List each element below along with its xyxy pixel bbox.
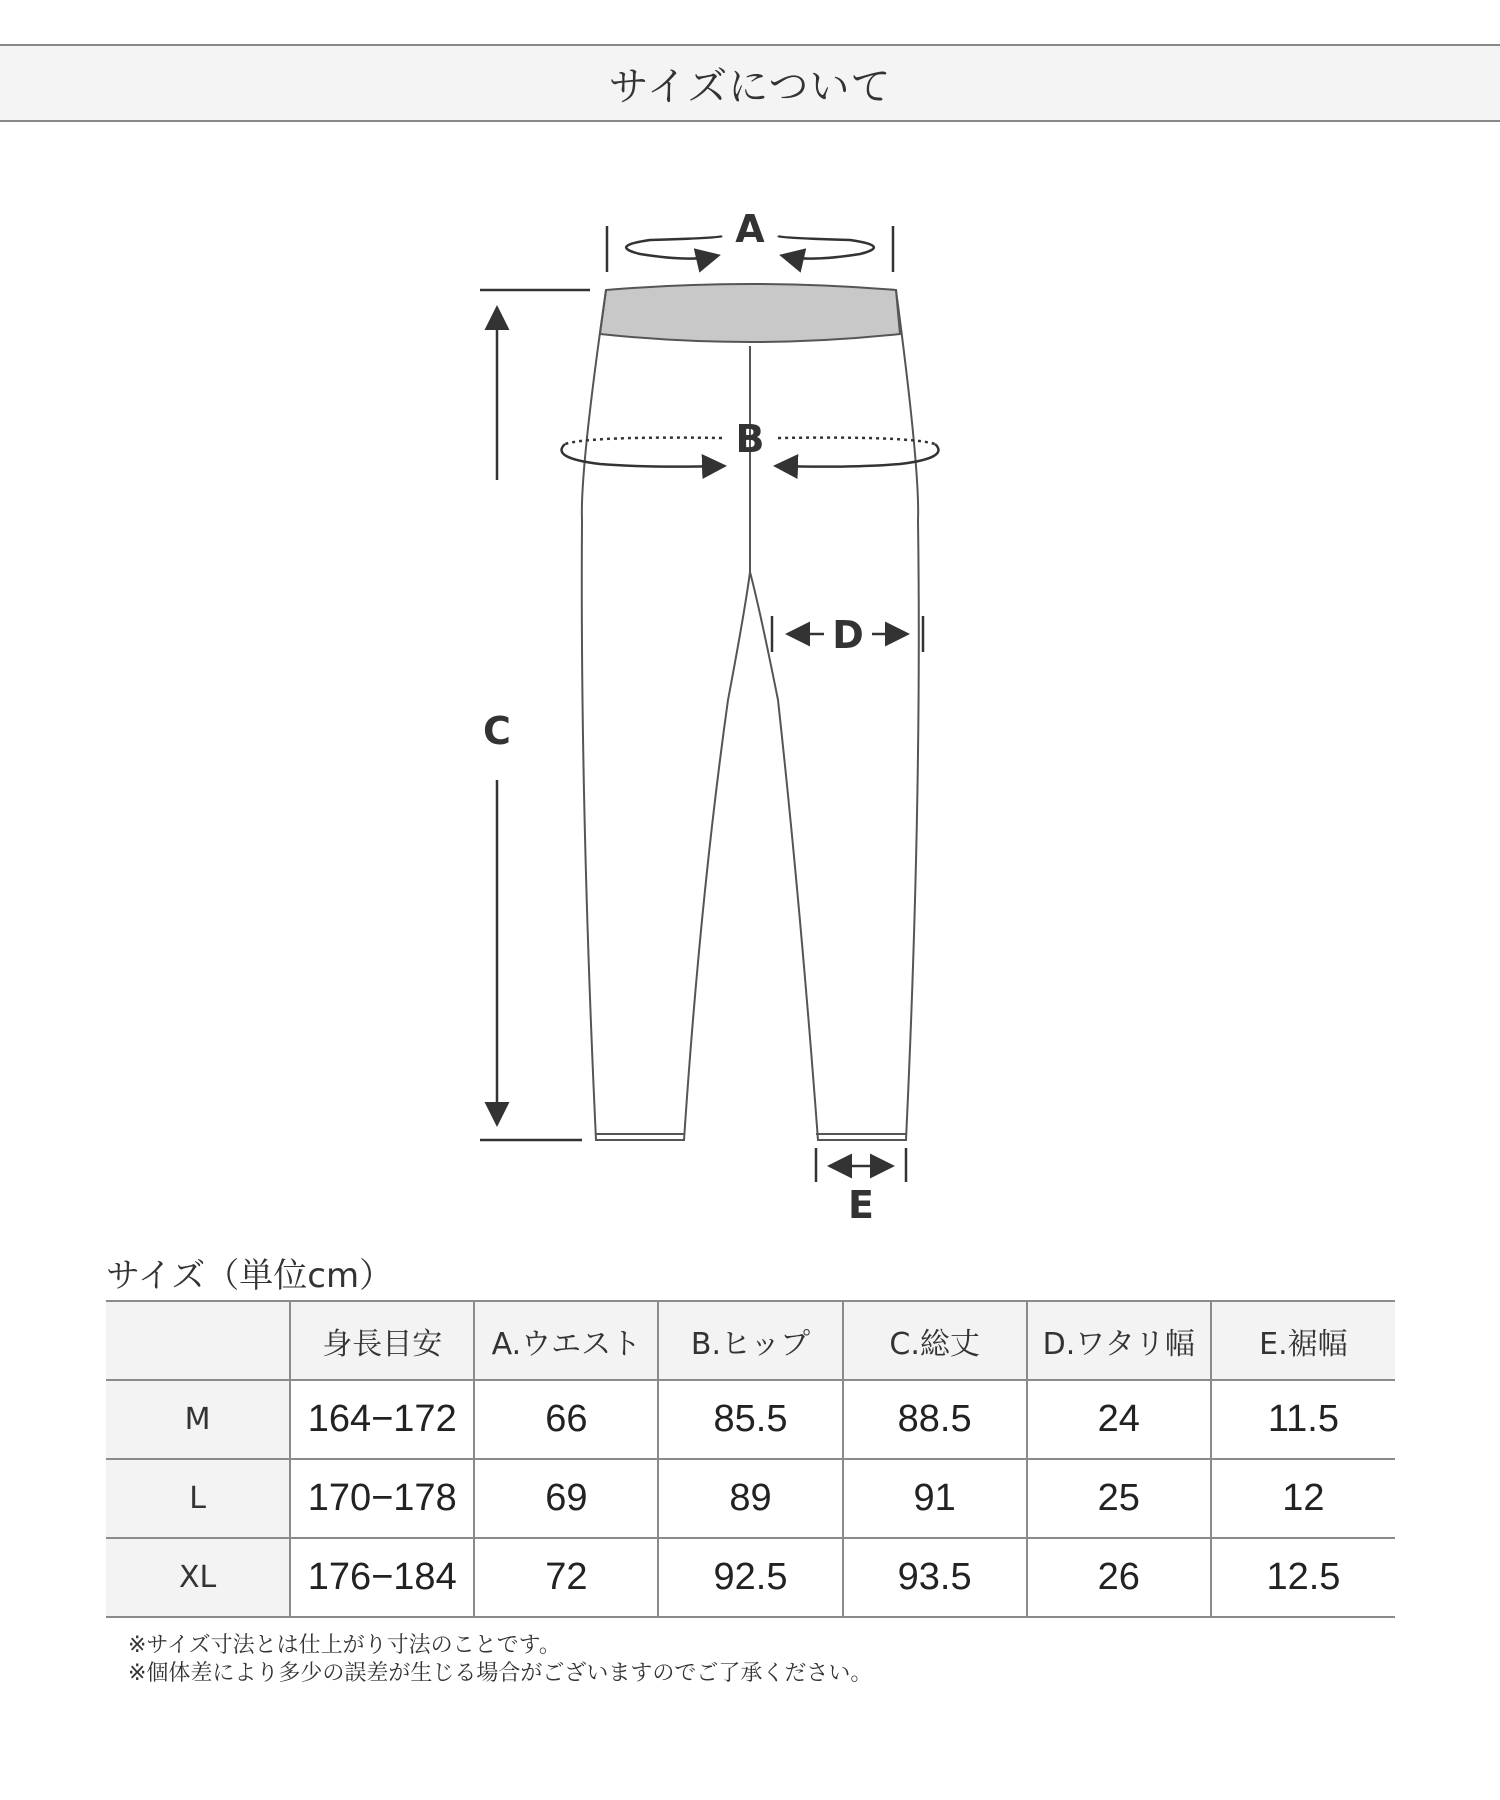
table-cell: 12.5	[1211, 1538, 1395, 1617]
table-cell: 11.5	[1211, 1380, 1395, 1459]
waistband	[600, 284, 900, 342]
label-d: D	[832, 613, 864, 657]
table-cell: 91	[843, 1459, 1027, 1538]
table-cell: 92.5	[658, 1538, 842, 1617]
table-row	[106, 1538, 1395, 1617]
size-table	[106, 1300, 1395, 1618]
table-row	[106, 1380, 1395, 1459]
table-cell: 24	[1027, 1380, 1211, 1459]
label-e: E	[848, 1183, 874, 1227]
table-cell: 85.5	[658, 1380, 842, 1459]
col-header: C.総丈	[843, 1301, 1027, 1380]
col-header	[106, 1301, 290, 1380]
pants-outline	[582, 284, 919, 1140]
table-cell: 89	[658, 1459, 842, 1538]
row-size-label: L	[106, 1459, 290, 1538]
measure-e-hem	[816, 1148, 906, 1182]
table-cell: 170−178	[290, 1459, 474, 1538]
label-a: A	[735, 207, 765, 251]
table-cell: 26	[1027, 1538, 1211, 1617]
table-cell: 72	[474, 1538, 658, 1617]
table-cell: 88.5	[843, 1380, 1027, 1459]
size-notes	[128, 1632, 872, 1688]
right-leg	[750, 290, 919, 1140]
table-row	[106, 1459, 1395, 1538]
table-cell: 164−172	[290, 1380, 474, 1459]
table-cell: 12	[1211, 1459, 1395, 1538]
col-header: 身長目安	[290, 1301, 474, 1380]
row-size-label: M	[106, 1380, 290, 1459]
page-title: サイズについて	[608, 63, 892, 110]
label-c: C	[483, 709, 511, 753]
table-cell: 69	[474, 1459, 658, 1538]
note-line: ※個体差により多少の誤差が生じる場合がございますのでご了承ください。	[128, 1661, 873, 1686]
col-header: B.ヒップ	[658, 1301, 842, 1380]
table-cell: 66	[474, 1380, 658, 1459]
table-cell: 25	[1027, 1459, 1211, 1538]
col-header: D.ワタリ幅	[1027, 1301, 1211, 1380]
left-leg	[582, 290, 750, 1140]
col-header: A.ウエスト	[474, 1301, 658, 1380]
col-header: E.裾幅	[1211, 1301, 1395, 1380]
table-cell: 176−184	[290, 1538, 474, 1617]
table-cell: 93.5	[843, 1538, 1027, 1617]
note-line: ※サイズ寸法とは仕上がり寸法のことです。	[128, 1633, 561, 1658]
table-header-row	[106, 1301, 1395, 1380]
table-caption: サイズ（単位cm）	[106, 1256, 394, 1296]
label-b: B	[735, 417, 765, 461]
row-size-label: XL	[106, 1538, 290, 1617]
